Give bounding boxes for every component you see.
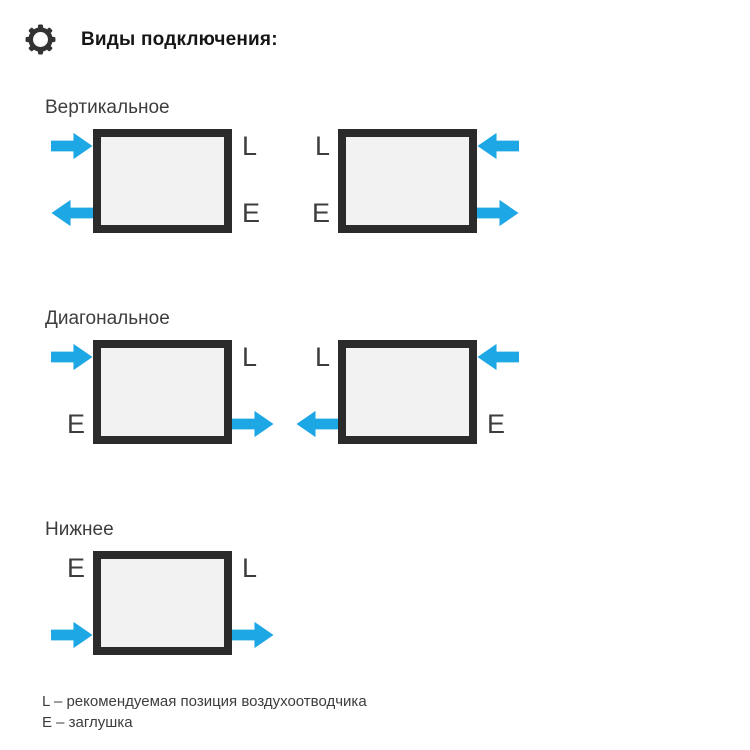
section-diagonal bbox=[45, 307, 750, 444]
flow-arrow-right-icon bbox=[232, 621, 274, 649]
port-letter-l: L bbox=[242, 131, 258, 161]
port-letter-l: L bbox=[314, 131, 330, 161]
port-letter-e: E bbox=[66, 553, 85, 583]
figure-header bbox=[0, 0, 750, 56]
flow-arrow-left-icon bbox=[51, 199, 93, 227]
port-letter-e: E bbox=[311, 198, 330, 228]
flow-arrow-right-icon bbox=[51, 343, 93, 371]
port-letter-e: E bbox=[242, 198, 261, 228]
flow-arrow-left-icon bbox=[477, 132, 519, 160]
gear-icon bbox=[24, 23, 57, 56]
port-letter-l: L bbox=[314, 342, 330, 372]
radiator-diagram bbox=[45, 129, 286, 233]
section-vertical bbox=[45, 96, 750, 233]
legend-line-e: E – заглушка bbox=[42, 714, 133, 731]
section-vertical-diagrams bbox=[45, 129, 750, 233]
legend-line-l: L – рекомендуемая позиция воздухоотводчика bbox=[42, 693, 367, 710]
radiator-body bbox=[93, 340, 232, 444]
radiator-body bbox=[93, 551, 232, 655]
page-title: Виды подключения: bbox=[81, 28, 278, 50]
section-vertical-label: Вертикальное bbox=[45, 97, 170, 118]
section-diagonal-label: Диагональное bbox=[45, 308, 170, 329]
radiator-body bbox=[338, 340, 477, 444]
port-letter-l: L bbox=[242, 553, 258, 583]
radiator-body bbox=[93, 129, 232, 233]
legend bbox=[42, 691, 750, 733]
flow-arrow-right-icon bbox=[477, 199, 519, 227]
radiator-diagram bbox=[290, 340, 531, 444]
port-letter-e: E bbox=[66, 409, 85, 439]
radiator-diagram bbox=[45, 551, 286, 655]
flow-arrow-left-icon bbox=[296, 410, 338, 438]
section-diagonal-diagrams bbox=[45, 340, 750, 444]
section-bottom-diagrams bbox=[45, 551, 750, 655]
flow-arrow-right-icon bbox=[51, 132, 93, 160]
radiator-body bbox=[338, 129, 477, 233]
section-bottom bbox=[45, 518, 750, 655]
port-letter-l: L bbox=[242, 342, 258, 372]
radiator-diagram bbox=[45, 340, 286, 444]
flow-arrow-left-icon bbox=[477, 343, 519, 371]
port-letter-e: E bbox=[487, 409, 506, 439]
radiator-diagram bbox=[290, 129, 531, 233]
flow-arrow-right-icon bbox=[51, 621, 93, 649]
section-bottom-label: Нижнее bbox=[45, 519, 114, 540]
flow-arrow-right-icon bbox=[232, 410, 274, 438]
